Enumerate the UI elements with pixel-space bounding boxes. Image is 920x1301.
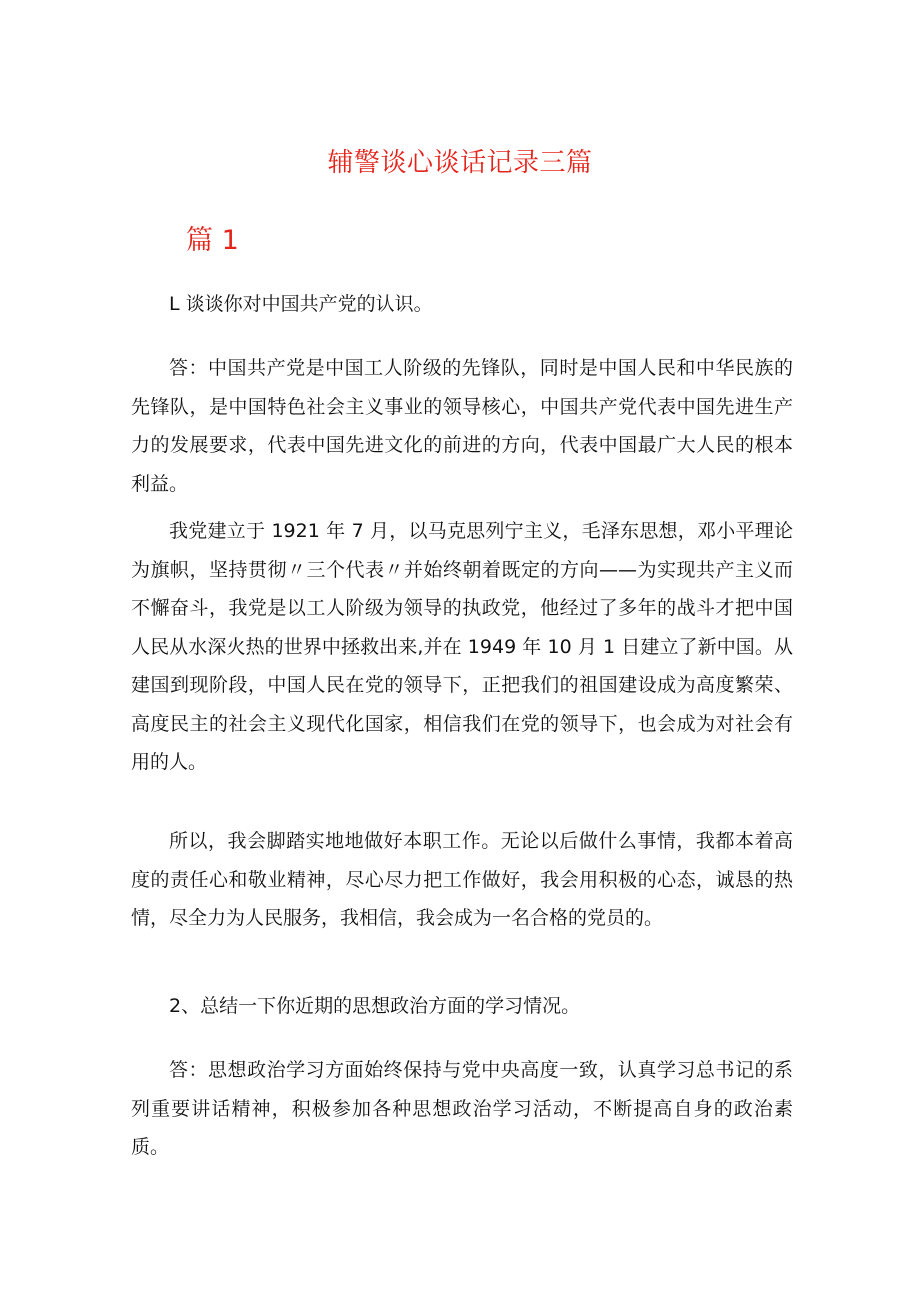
question-2: 2、总结一下你近期的思想政治方面的学习情况。 bbox=[169, 995, 581, 1017]
answer-2: 答：思想政治学习方面始终保持与党中央高度一致，认真学习总书记的系列重要讲话精神，积极参加各种思想政治学习活动，不断提高自身的政治素质。 bbox=[131, 1059, 793, 1158]
document-title: 辅警谈心谈话记录三篇 bbox=[327, 148, 593, 178]
answer-1-paragraph-2: 我党建立于 1921 年 7 月，以马克思列宁主义，毛泽东思想，邓小平理论为旗帜，坚持贯彻〃三个代表〃并始终朝着既定的方向——为实现共产主义而不懈奋斗，我党是以工人阶级为领导的执政党，他经过了多年的战斗才把中国人民从水深火热的世界中拯救出来,并在 1949 年 10 月 1 日建立了新中国。从建国到现阶段，中国人民在党的领导下，正把我们的祖国建设成为高度繁荣、高度民主的社会主义现代化国家，相信我们在党的领导下，也会成为对社会有用的人。 bbox=[131, 520, 793, 773]
section-heading: 篇 1 bbox=[186, 225, 239, 256]
answer-1-paragraph-3: 所以，我会脚踏实地地做好本职工作。无论以后做什么事情，我都本着高度的责任心和敬业精神，尽心尽力把工作做好，我会用积极的心态，诚恳的热情，尽全力为人民服务，我相信，我会成为一名合格的党员的。 bbox=[131, 830, 793, 929]
question-1: L 谈谈你对中国共产党的认识。 bbox=[169, 293, 433, 315]
answer-1-paragraph-1: 答：中国共产党是中国工人阶级的先锋队，同时是中国人民和中华民族的先锋队，是中国特色社会主义事业的领导核心，中国共产党代表中国先进生产力的发展要求，代表中国先进文化的前进的方向，代表中国最广大人民的根本利益。 bbox=[131, 357, 793, 495]
